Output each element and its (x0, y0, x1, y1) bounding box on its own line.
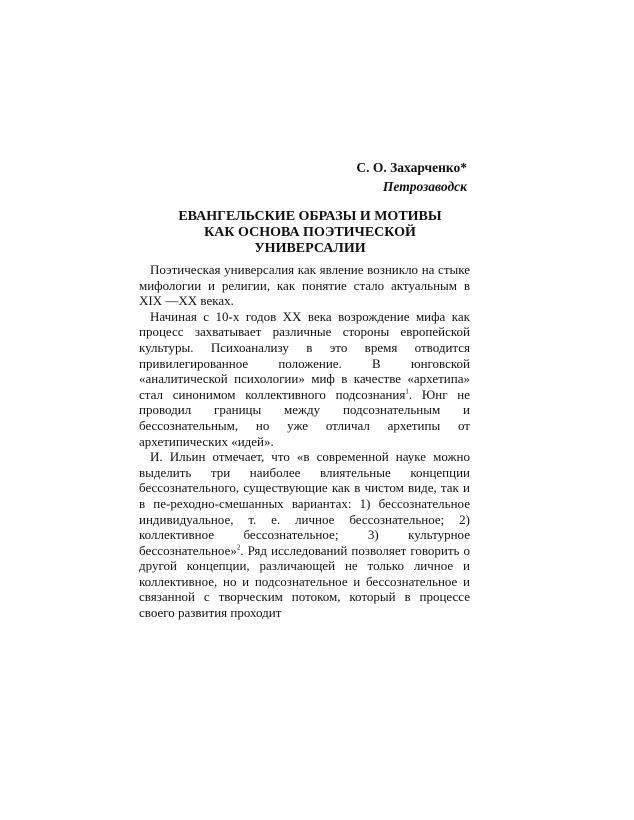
paragraph-2-text-a: Начиная с 10-х годов XX века возрождение мифа как процесс захватывает различные стороны европейской культуры. Психоанализу в это время отводится привилегированное положение. В юнговской «аналитической психологии» миф в качестве «архетипа» стал синонимом коллективного подсознания (139, 308, 470, 402)
paragraph-3-text-b: . Ряд исследований позволяет говорить о другой концепции, различающей не только личное и коллективное, но и подсознательное и бессознательное и связанной с творческим потоком, который в процессе своего развития проходит (139, 542, 470, 621)
paragraph-2-text-b: . Юнг не проводил границы между подсознательным и бессознательным, но уже отличал архетипы от архетипических «идей». (139, 386, 470, 449)
title-line-1: ЕВАНГЕЛЬСКИЕ ОБРАЗЫ И МОТИВЫ (178, 209, 442, 224)
author-name: С. О. Захарченко* (356, 160, 467, 175)
article-body (139, 262, 470, 621)
paragraph-3-text-a: И. Ильин отмечает, что «в современной науке можно выделить три наиболее влиятельные концепции бессознательного, существующие как в чистом виде, так и в пе-реходно-смешанных вариантах: 1) бессознательное индивидуальное, т. е. личное бессознательное; 2) коллективное бессознательное; 3) культурное бессознательное» (139, 449, 470, 558)
title-line-3: УНИВЕРСАЛИИ (254, 241, 366, 256)
paragraph-1 (139, 262, 470, 309)
author-city: Петрозаводск (382, 179, 467, 194)
article-title (160, 209, 460, 257)
footnote-ref-1: 1 (405, 387, 409, 396)
title-line-2: КАК ОСНОВА ПОЭТИЧЕСКОЙ (204, 225, 416, 240)
footnote-ref-2: 2 (236, 543, 241, 552)
paragraph-2 (139, 309, 470, 449)
paragraph-3 (139, 449, 470, 621)
paragraph-1-text: Поэтическая универсалия как явление возникло на стыке мифологии и религии, как понятие стало актуальным в XIX —XX веках. (139, 262, 470, 309)
